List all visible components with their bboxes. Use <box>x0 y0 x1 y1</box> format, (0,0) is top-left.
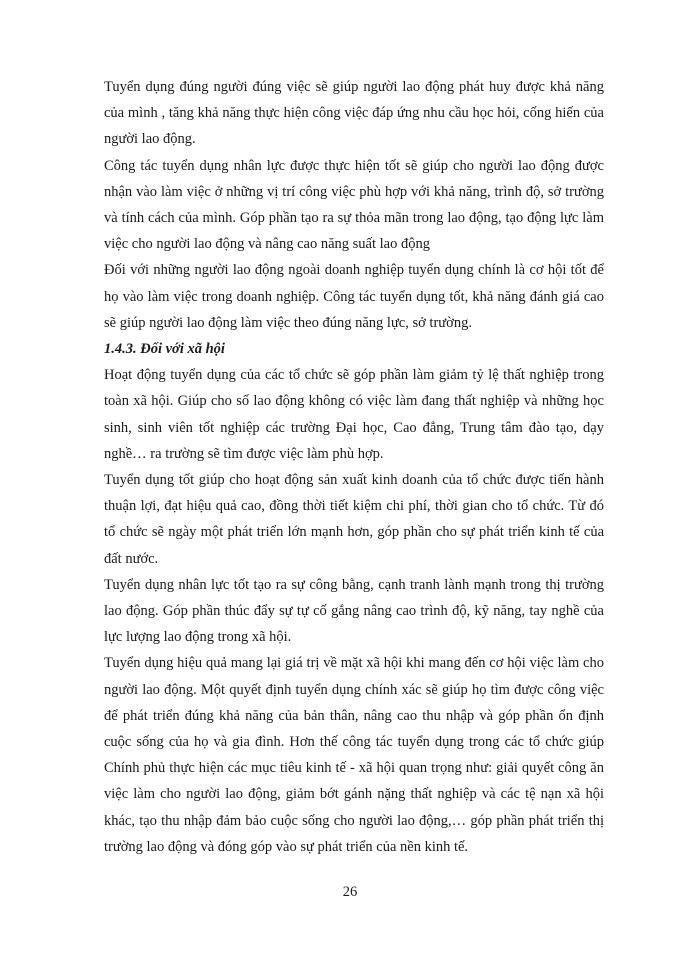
paragraph-business-efficiency: Tuyển dụng tốt giúp cho hoạt động sản xuất kinh doanh của tổ chức được tiến hành thuận lợi, đạt hiệu quả cao, đồng thời tiết kiệm chi phí, thời gian cho tổ chức. Từ đó tổ chức sẽ ngày một phát triển lớn mạnh hơn, góp phần cho sự phát triển kinh tế của đất nước. <box>104 472 604 567</box>
paragraph-fair-competition: Tuyển dụng nhân lực tốt tạo ra sự công bằng, cạnh tranh lành mạnh trong thị trường lao động. Góp phần thúc đẩy sự tự cố gắng nâng cao trình độ, kỹ năng, tay nghề của lực lượng lao động trong xã hội. <box>104 576 604 646</box>
paragraph-recruitment-right-person: Tuyển dụng đúng người đúng việc sẽ giúp người lao động phát huy được khả năng của mình , tăng khả năng thực hiện công việc đáp ứng nhu cầu học hỏi, cống hiến của người lao động. <box>104 79 604 148</box>
document-body <box>104 74 604 860</box>
paragraph-recruitment-motivation: Công tác tuyển dụng nhân lực được thực hiện tốt sẽ giúp cho người lao động được nhận vào làm việc ở những vị trí công việc phù hợp với khả năng, trình độ, sở trường và tính cách của mình. Góp phần tạo ra sự thỏa mãn trong lao động, tạo động lực làm việc cho người lao động và nâng cao năng suất lao động <box>104 157 604 253</box>
paragraph-social-value: Tuyển dụng hiệu quả mang lại giá trị về mặt xã hội khi mang đến cơ hội việc làm cho người lao động. Một quyết định tuyển dụng chính xác sẽ giúp họ tìm được công việc để phát triển đúng khả năng của bản thân, nâng cao thu nhập và góp phần ổn định cuộc sống của họ và gia đình. Hơn thế công tác tuyển dụng trong các tổ chức giúp Chính phủ thực hiện các mục tiêu kinh tế - xã hội quan trọng như: giải quyết công ăn việc làm cho người lao động, giảm bớt gánh nặng thất nghiệp và các tệ nạn xã hội khác, tạo thu nhập đảm bảo cuộc sống cho người lao động,… góp phần phát triển thị trường lao động và đóng góp vào sự phát triển của nền kinh tế. <box>104 655 604 855</box>
paragraph-outside-workers: Đối với những người lao động ngoài doanh nghiệp tuyển dụng chính là cơ hội tốt để họ vào làm việc trong doanh nghiệp. Công tác tuyển dụng tốt, khả năng đánh giá cao sẽ giúp người lao động làm việc theo đúng năng lực, sở trường. <box>104 262 604 331</box>
paragraph-unemployment: Hoạt động tuyển dụng của các tổ chức sẽ góp phần làm giảm tỷ lệ thất nghiệp trong toàn xã hội. Giúp cho số lao động không có việc làm đang thất nghiệp và những học sinh, sinh viên tốt nghiệp các trường Đại học, Cao đẳng, Trung tâm đào tạo, dạy nghề… ra trường sẽ tìm được việc làm phù hợp. <box>104 367 604 462</box>
section-heading: 1.4.3. Đối với xã hội <box>104 341 225 358</box>
page-number: 26 <box>342 884 358 900</box>
